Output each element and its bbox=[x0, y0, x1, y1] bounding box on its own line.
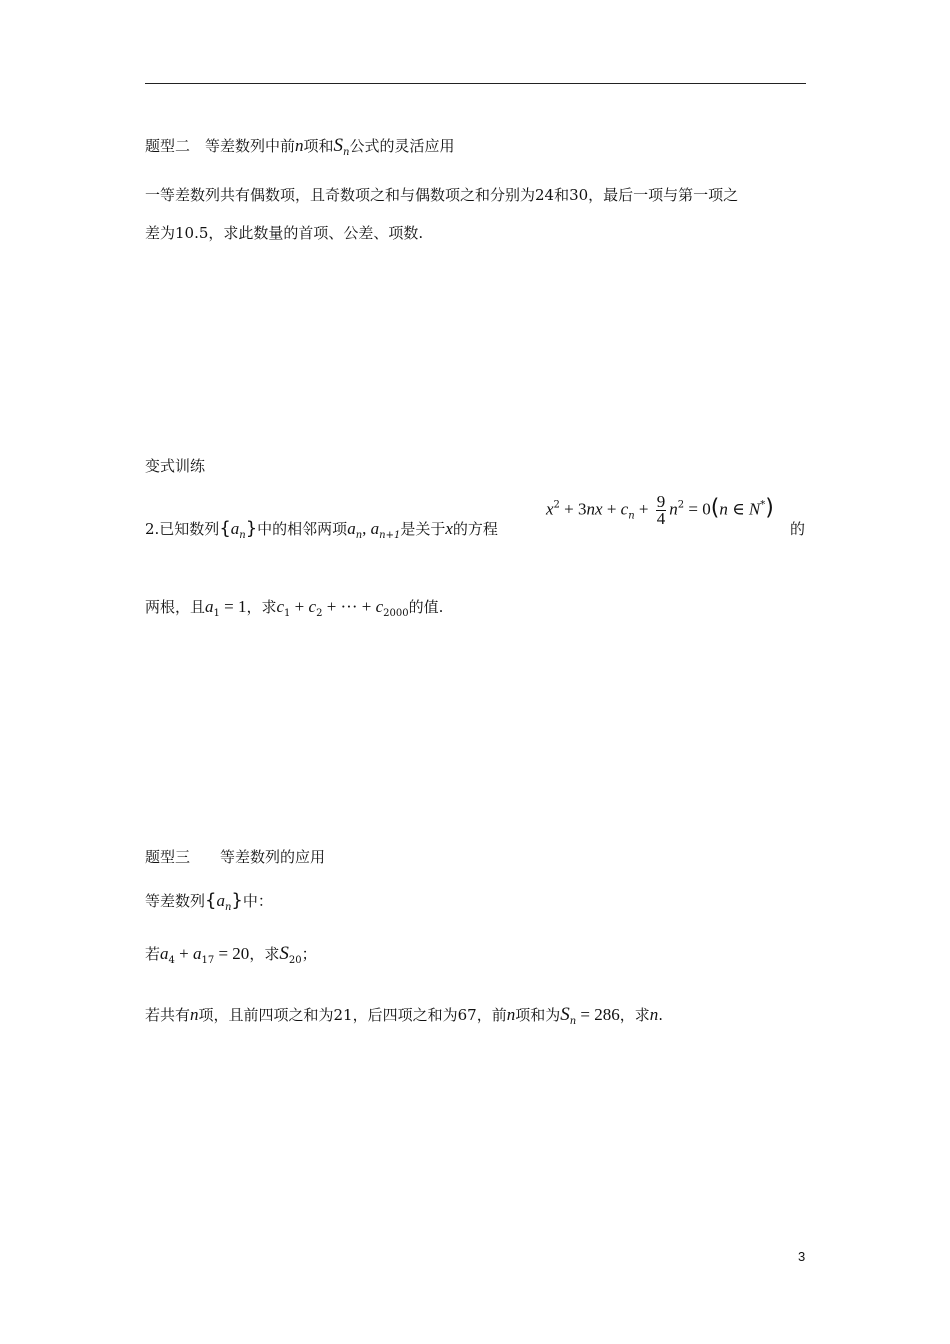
variant-heading: 变式训练 bbox=[145, 457, 206, 475]
section3-line3: 若共有n项，且前四项之和为21，后四项之和为67，前n项和为$S_n = 286$，求n. bbox=[145, 1004, 664, 1027]
section3-title: 题型三 等差数列的应用 bbox=[145, 848, 326, 866]
section3-line2: 若$a_4 + a_{17} = 20$，求$S_{20}$； bbox=[145, 943, 317, 966]
variant-question-line1: 2.已知数列$\{a_n\}$中的相邻两项$a_n$, $a_{n+1}$是关于x的方程 bbox=[145, 518, 498, 541]
section2-title: 题型二 等差数列中前n项和$S_n$公式的灵活应用 bbox=[145, 135, 455, 158]
section3-line1: 等差数列$\{a_n\}$中： bbox=[145, 890, 273, 913]
variant-question-end: 的 bbox=[790, 520, 806, 538]
header-rule bbox=[145, 83, 806, 84]
section2-problem-line2: 差为10.5，求此数量的首项、公差、项数. bbox=[145, 224, 424, 242]
variant-equation: $x^2 + 3nx + c_n$ + $\frac{9}{4}$ $n^2 = 0(n$ ∈ N*) bbox=[546, 492, 774, 528]
fraction-nine-fourths: $\frac{9}{4}$ bbox=[656, 492, 666, 528]
section2-problem-line1: 一等差数列共有偶数项，且奇数项之和与偶数项之和分别为24和30，最后一项与第一项之 bbox=[145, 186, 739, 204]
variant-question-line2: 两根，且$a_1 = 1$，求$c_1 + c_2$ + ··· + $c_{2000}$的值. bbox=[145, 597, 444, 619]
page-number: 3 bbox=[798, 1249, 806, 1264]
